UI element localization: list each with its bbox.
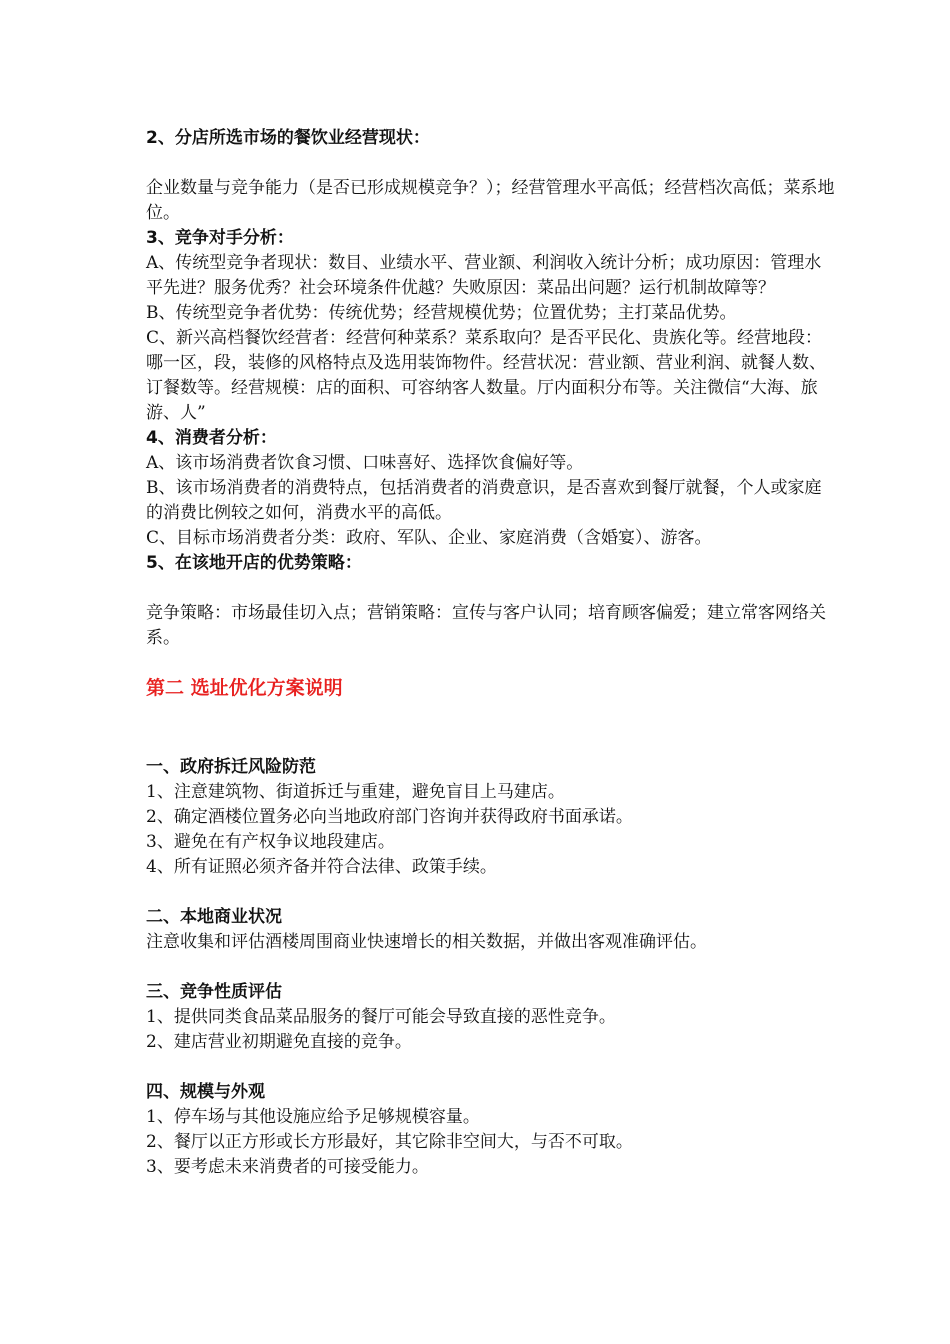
list-item: 1、注意建筑物、街道拆迁与重建，避免盲目上马建店。	[146, 782, 565, 802]
paragraph-market-status: 企业数量与竞争能力（是否已形成规模竞争？）；经营管理水平高低；经营档次高低；菜系地位。	[146, 178, 835, 223]
section-heading-2: 2、分店所选市场的餐饮业经营现状：	[146, 128, 430, 148]
list-item: 注意收集和评估酒楼周围商业快速增长的相关数据，并做出客观准确评估。	[146, 932, 707, 952]
list-item: 2、确定酒楼位置务必向当地政府部门咨询并获得政府书面承诺。	[146, 807, 633, 827]
chapter-title: 第二 选址优化方案说明	[146, 677, 343, 699]
list-item: 1、停车场与其他设施应给予足够规模容量。	[146, 1107, 480, 1127]
list-item: 1、提供同类食品菜品服务的餐厅可能会导致直接的恶性竞争。	[146, 1007, 616, 1027]
paragraph-consumer-a: A、该市场消费者饮食习惯、口味喜好、选择饮食偏好等。	[146, 453, 584, 473]
list-item: 2、建店营业初期避免直接的竞争。	[146, 1032, 412, 1052]
paragraph-strategy: 竞争策略：市场最佳切入点；营销策略：宣传与客户认同；培育顾客偏爱；建立常客网络关系。	[146, 603, 826, 648]
paragraph-competitor-b: B、传统型竞争者优势：传统优势；经营规模优势；位置优势；主打菜品优势。	[146, 303, 737, 323]
subsection-heading-4: 四、规模与外观	[146, 1082, 265, 1102]
subsection-heading-3: 三、竞争性质评估	[146, 982, 282, 1002]
section-heading-4: 4、消费者分析：	[146, 428, 277, 448]
list-item: 3、要考虑未来消费者的可接受能力。	[146, 1157, 429, 1177]
paragraph-consumer-b: B、该市场消费者的消费特点，包括消费者的消费意识，是否喜欢到餐厅就餐，个人或家庭的消费比例较之如何，消费水平的高低。	[146, 478, 822, 523]
list-item: 3、避免在有产权争议地段建店。	[146, 832, 395, 852]
list-item: 2、餐厅以正方形或长方形最好，其它除非空间大，与否不可取。	[146, 1132, 633, 1152]
paragraph-competitor-c: C、新兴高档餐饮经营者：经营何种菜系？菜系取向？是否平民化、贵族化等。经营地段：哪一区，段，装修的风格特点及选用装饰物件。经营状况：营业额、营业利润、就餐人数、订餐数等。经营规模：店的面积、可容纳客人数量。厅内面积分布等。关注微信“大海、旅游、人”	[146, 328, 826, 423]
paragraph-competitor-a: A、传统型竞争者现状：数目、业绩水平、营业额、利润收入统计分析；成功原因：管理水平先进？服务优秀？社会环境条件优越？失败原因：菜品出问题？运行机制故障等？	[146, 253, 822, 298]
document-body	[146, 126, 836, 1180]
paragraph-consumer-c: C、目标市场消费者分类：政府、军队、企业、家庭消费（含婚宴）、游客。	[146, 528, 712, 548]
section-heading-3: 3、竞争对手分析：	[146, 228, 294, 248]
subsection-heading-2: 二、本地商业状况	[146, 907, 282, 927]
subsection-heading-1: 一、政府拆迁风险防范	[146, 757, 316, 777]
list-item: 4、所有证照必须齐备并符合法律、政策手续。	[146, 857, 497, 877]
section-heading-5: 5、在该地开店的优势策略：	[146, 553, 362, 573]
